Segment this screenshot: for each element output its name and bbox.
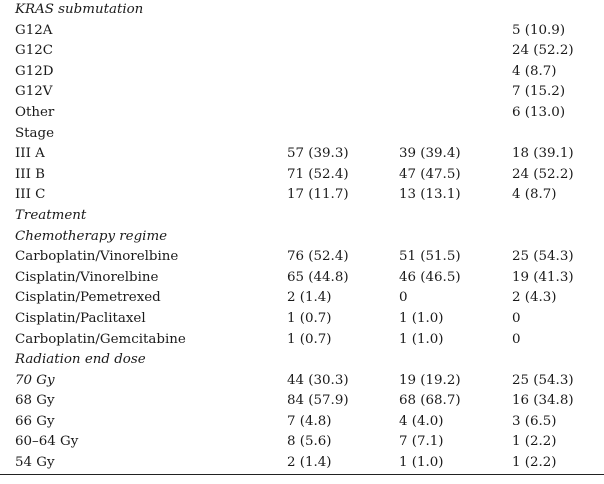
cell-col-3: 25 (54.3) bbox=[512, 249, 574, 265]
cell-col-2 bbox=[399, 62, 512, 83]
cell-col-1: 17 (11.7) bbox=[287, 187, 349, 203]
cell-col-3: 6 (13.0) bbox=[512, 104, 566, 120]
row-label: Stage bbox=[15, 125, 55, 141]
table-row bbox=[0, 350, 604, 371]
cell-col-1: 84 (57.9) bbox=[287, 393, 349, 409]
cell-col-3 bbox=[512, 124, 604, 145]
table-row bbox=[0, 288, 604, 309]
table-row bbox=[0, 21, 604, 42]
cell-col-1: 1 (0.7) bbox=[287, 310, 332, 326]
table-row bbox=[0, 432, 604, 453]
cell-col-3: 2 (4.3) bbox=[512, 290, 557, 306]
cell-col-3: 25 (54.3) bbox=[512, 372, 574, 388]
row-label: 68 Gy bbox=[15, 393, 55, 409]
row-label: 70 Gy bbox=[15, 372, 55, 388]
cell-col-2 bbox=[399, 206, 512, 227]
table-row bbox=[0, 165, 604, 186]
table-row bbox=[0, 309, 604, 330]
row-label: 54 Gy bbox=[0, 453, 287, 474]
row-label: 60–64 Gy bbox=[15, 434, 79, 450]
row-label: Cisplatin/Paclitaxel bbox=[15, 310, 146, 326]
row-label: Other bbox=[15, 104, 55, 120]
cell-col-2: 68 (68.7) bbox=[399, 393, 461, 409]
table-row bbox=[0, 227, 604, 248]
cell-col-2: 46 (46.5) bbox=[399, 269, 461, 285]
cell-col-2: 39 (39.4) bbox=[399, 146, 461, 162]
cell-col-2: 1 (1.0) bbox=[399, 310, 444, 326]
cell-col-1: 8 (5.6) bbox=[287, 434, 332, 450]
cell-col-1: 2 (1.4) bbox=[287, 290, 332, 306]
cell-col-1 bbox=[287, 41, 399, 62]
cell-col-2 bbox=[399, 103, 512, 124]
cell-col-1: 65 (44.8) bbox=[287, 269, 349, 285]
cell-col-3: 7 (15.2) bbox=[512, 84, 566, 100]
table-row bbox=[0, 62, 604, 83]
cell-col-3: 3 (6.5) bbox=[512, 413, 557, 429]
table-row bbox=[0, 41, 604, 62]
cell-col-3: 1 (2.2) bbox=[512, 453, 604, 474]
row-label: Treatment bbox=[15, 207, 87, 223]
row-label: G12V bbox=[15, 84, 53, 100]
cell-col-3: 4 (8.7) bbox=[512, 63, 557, 79]
table-row bbox=[0, 185, 604, 206]
table-row bbox=[0, 144, 604, 165]
cell-col-3: 24 (52.2) bbox=[512, 166, 574, 182]
cell-col-3: 4 (8.7) bbox=[512, 187, 557, 203]
cell-col-1 bbox=[287, 62, 399, 83]
cell-col-2: 4 (4.0) bbox=[399, 413, 444, 429]
cell-col-3: 16 (34.8) bbox=[512, 393, 574, 409]
cell-col-1 bbox=[287, 21, 399, 42]
cell-col-3: 1 (2.2) bbox=[512, 434, 557, 450]
cell-col-2: 7 (7.1) bbox=[399, 434, 444, 450]
row-label: G12A bbox=[15, 22, 53, 38]
cell-col-2 bbox=[399, 21, 512, 42]
cell-col-3: 0 bbox=[512, 310, 521, 326]
row-label: Cisplatin/Vinorelbine bbox=[15, 269, 159, 285]
cell-col-3: 18 (39.1) bbox=[512, 146, 574, 162]
table-row bbox=[0, 330, 604, 351]
cell-col-2: 1 (1.0) bbox=[399, 453, 512, 474]
cell-col-1: 57 (39.3) bbox=[287, 146, 349, 162]
cell-col-2: 47 (47.5) bbox=[399, 166, 461, 182]
cell-col-1: 1 (0.7) bbox=[287, 331, 332, 347]
row-label: Radiation end dose bbox=[15, 352, 146, 368]
cell-col-1: 2 (1.4) bbox=[287, 453, 399, 474]
row-label: G12D bbox=[15, 63, 54, 79]
row-label: III C bbox=[15, 187, 46, 203]
row-label: III A bbox=[15, 146, 45, 162]
table-row bbox=[0, 82, 604, 103]
table-row bbox=[0, 371, 604, 392]
cell-col-3 bbox=[512, 0, 604, 21]
cell-col-1: 7 (4.8) bbox=[287, 413, 332, 429]
cell-col-3 bbox=[512, 227, 604, 248]
cell-col-2 bbox=[399, 227, 512, 248]
cell-col-3: 5 (10.9) bbox=[512, 22, 566, 38]
table-row bbox=[0, 412, 604, 433]
cell-col-3: 0 bbox=[512, 331, 521, 347]
row-label: 66 Gy bbox=[15, 413, 55, 429]
cell-col-3: 24 (52.2) bbox=[512, 43, 574, 59]
row-label: G12C bbox=[15, 43, 53, 59]
row-label: Carboplatin/Gemcitabine bbox=[15, 331, 186, 347]
cell-col-1 bbox=[287, 227, 399, 248]
table-row bbox=[0, 247, 604, 268]
cell-col-2: 0 bbox=[399, 290, 408, 306]
table-row bbox=[0, 0, 604, 21]
cell-col-2: 1 (1.0) bbox=[399, 331, 444, 347]
table-row bbox=[0, 206, 604, 227]
cell-col-2: 13 (13.1) bbox=[399, 187, 461, 203]
table-row bbox=[0, 453, 604, 474]
cell-col-2 bbox=[399, 124, 512, 145]
cell-col-1 bbox=[287, 82, 399, 103]
cell-col-1: 76 (52.4) bbox=[287, 249, 349, 265]
cell-col-3: 19 (41.3) bbox=[512, 269, 574, 285]
cell-col-3 bbox=[512, 206, 604, 227]
cell-col-2: 19 (19.2) bbox=[399, 372, 461, 388]
cell-col-2 bbox=[399, 82, 512, 103]
cell-col-1 bbox=[287, 103, 399, 124]
cell-col-2 bbox=[399, 41, 512, 62]
cell-col-1 bbox=[287, 350, 399, 371]
cell-col-2 bbox=[399, 350, 512, 371]
row-label: Chemotherapy regime bbox=[15, 228, 168, 244]
cell-col-1: 71 (52.4) bbox=[287, 166, 349, 182]
row-label: Carboplatin/Vinorelbine bbox=[15, 249, 179, 265]
cell-col-2: 51 (51.5) bbox=[399, 249, 461, 265]
row-label: III B bbox=[15, 166, 45, 182]
row-label: Cisplatin/Pemetrexed bbox=[15, 290, 161, 306]
table-row bbox=[0, 391, 604, 412]
table-row bbox=[0, 103, 604, 124]
cell-col-1 bbox=[287, 206, 399, 227]
row-label: KRAS submutation bbox=[15, 2, 144, 17]
table-row bbox=[0, 124, 604, 145]
cell-col-3 bbox=[512, 350, 604, 371]
cell-col-1 bbox=[287, 124, 399, 145]
cell-col-1: 44 (30.3) bbox=[287, 372, 349, 388]
table-row bbox=[0, 268, 604, 289]
cell-col-2 bbox=[399, 0, 512, 21]
cell-col-1 bbox=[287, 0, 399, 21]
